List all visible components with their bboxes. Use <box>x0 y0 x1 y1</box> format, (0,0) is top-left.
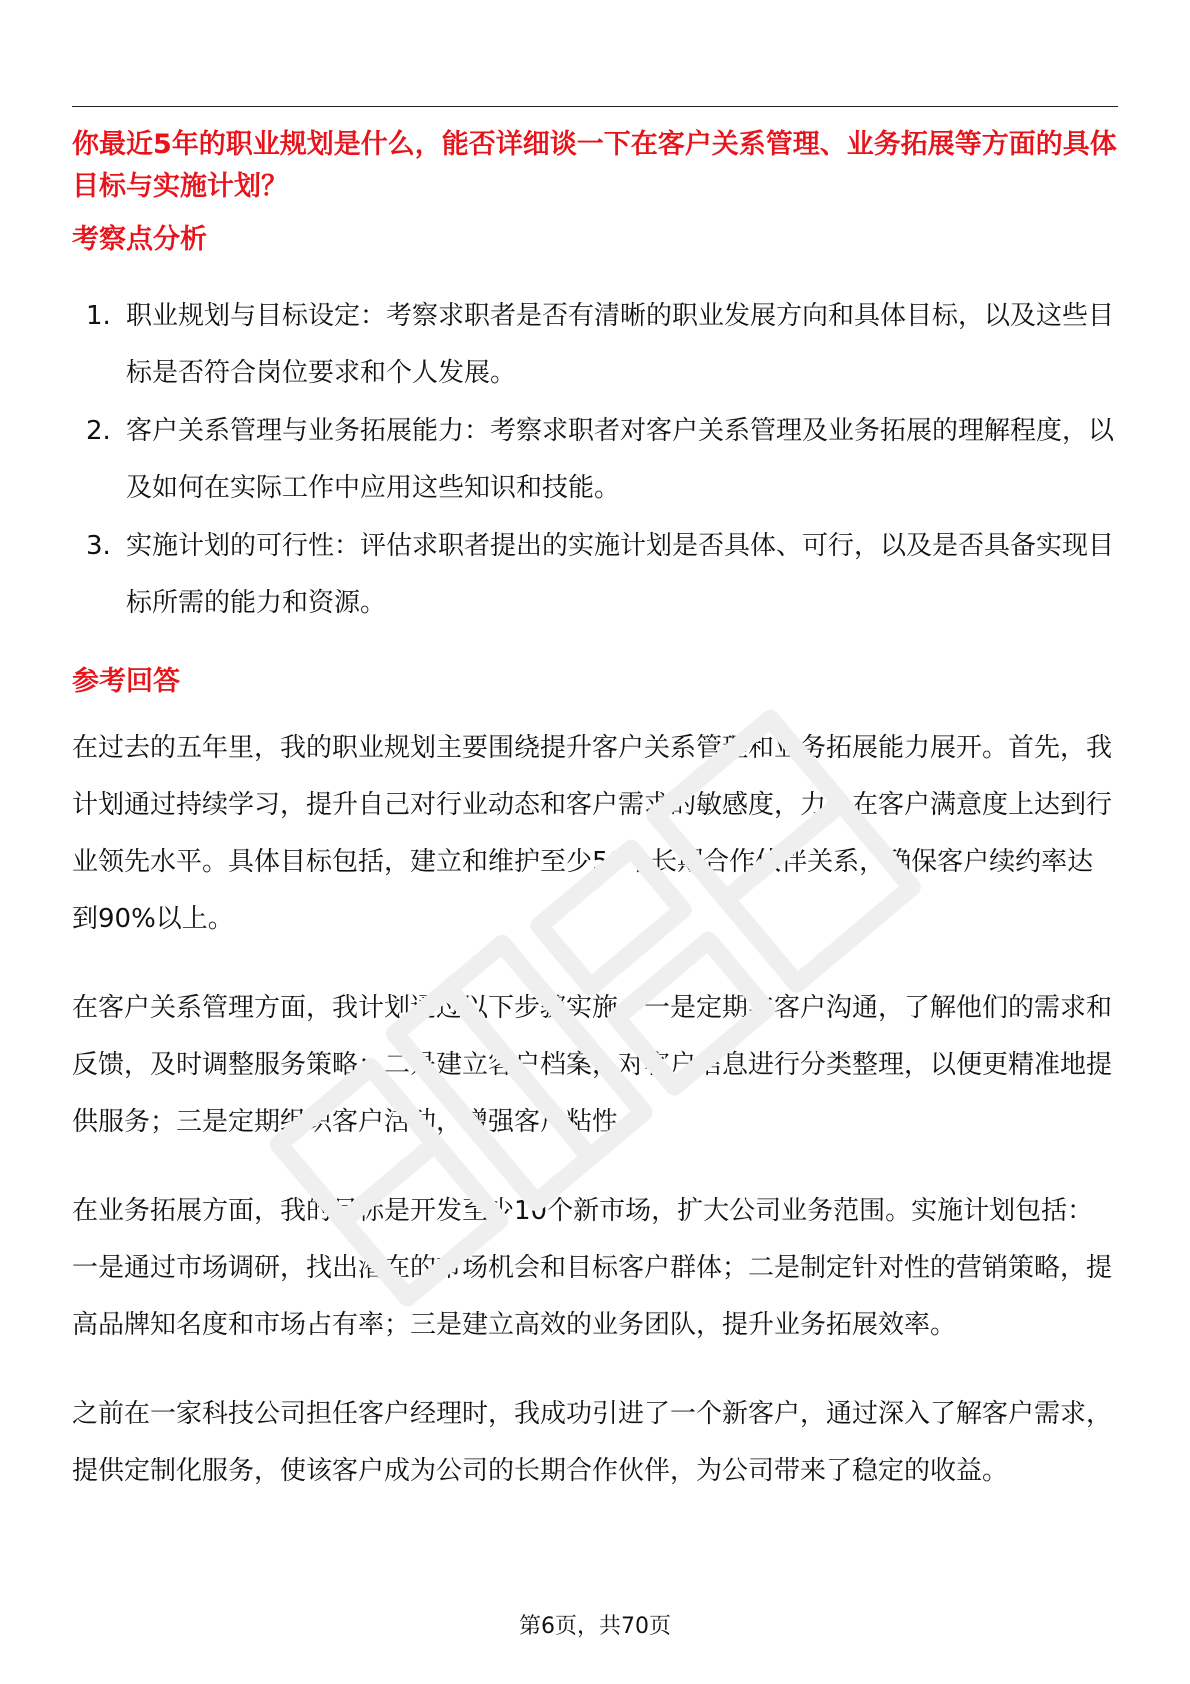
interview-question: 你最近5年的职业规划是什么，能否详细谈一下在客户关系管理、业务拓展等方面的具体目标与实施计划？ <box>72 129 1117 202</box>
answer-paragraph: 在客户关系管理方面，我计划通过以下步骤实施：一是定期与客户沟通，了解他们的需求和反馈，及时调整服务策略；二是建立客户档案，对客户信息进行分类整理，以便更精准地提供服务；三是定期组织客户活动，增强客户粘性。 <box>72 993 1113 1137</box>
point-number: 1. <box>86 301 111 331</box>
answer-heading: 参考回答 <box>72 666 180 697</box>
answer-paragraph: 之前在一家科技公司担任客户经理时，我成功引进了一个新客户，通过深入了解客户需求，提供定制化服务，使该客户成为公司的长期合作伙伴，为公司带来了稳定的收益。 <box>72 1399 1113 1486</box>
analysis-point <box>72 288 1118 402</box>
analysis-heading: 考察点分析 <box>72 224 207 255</box>
answer-body <box>72 720 1118 1532</box>
point-text: 客户关系管理与业务拓展能力：考察求职者对客户关系管理及业务拓展的理解程度，以及如何在实际工作中应用这些知识和技能。 <box>126 416 1115 503</box>
analysis-list <box>72 288 1118 633</box>
analysis-point <box>72 518 1118 632</box>
document-page <box>72 0 1118 1684</box>
point-text: 实施计划的可行性：评估求职者提出的实施计划是否具体、可行，以及是否具备实现目标所需的能力和资源。 <box>126 531 1115 618</box>
page-number: 第6页，共70页 <box>519 1614 671 1639</box>
point-text: 职业规划与目标设定：考察求职者是否有清晰的职业发展方向和具体目标，以及这些目标是否符合岗位要求和个人发展。 <box>126 301 1115 388</box>
point-number: 3. <box>86 531 111 561</box>
answer-paragraph: 在过去的五年里，我的职业规划主要围绕提升客户关系管理和业务拓展能力展开。首先，我计划通过持续学习，提升自己对行业动态和客户需求的敏感度，力争在客户满意度上达到行业领先水平。具体目标包括，建立和维护至少50个长期合作伙伴关系，确保客户续约率达到90%以上。 <box>72 733 1113 934</box>
analysis-point <box>72 403 1118 517</box>
top-divider <box>72 106 1118 107</box>
answer-paragraph: 在业务拓展方面，我的目标是开发至少10个新市场，扩大公司业务范围。实施计划包括：一是通过市场调研，找出潜在的市场机会和目标客户群体；二是制定针对性的营销策略，提高品牌知名度和市场占有率；三是建立高效的业务团队，提升业务拓展效率。 <box>72 1196 1113 1340</box>
point-number: 2. <box>86 416 111 446</box>
